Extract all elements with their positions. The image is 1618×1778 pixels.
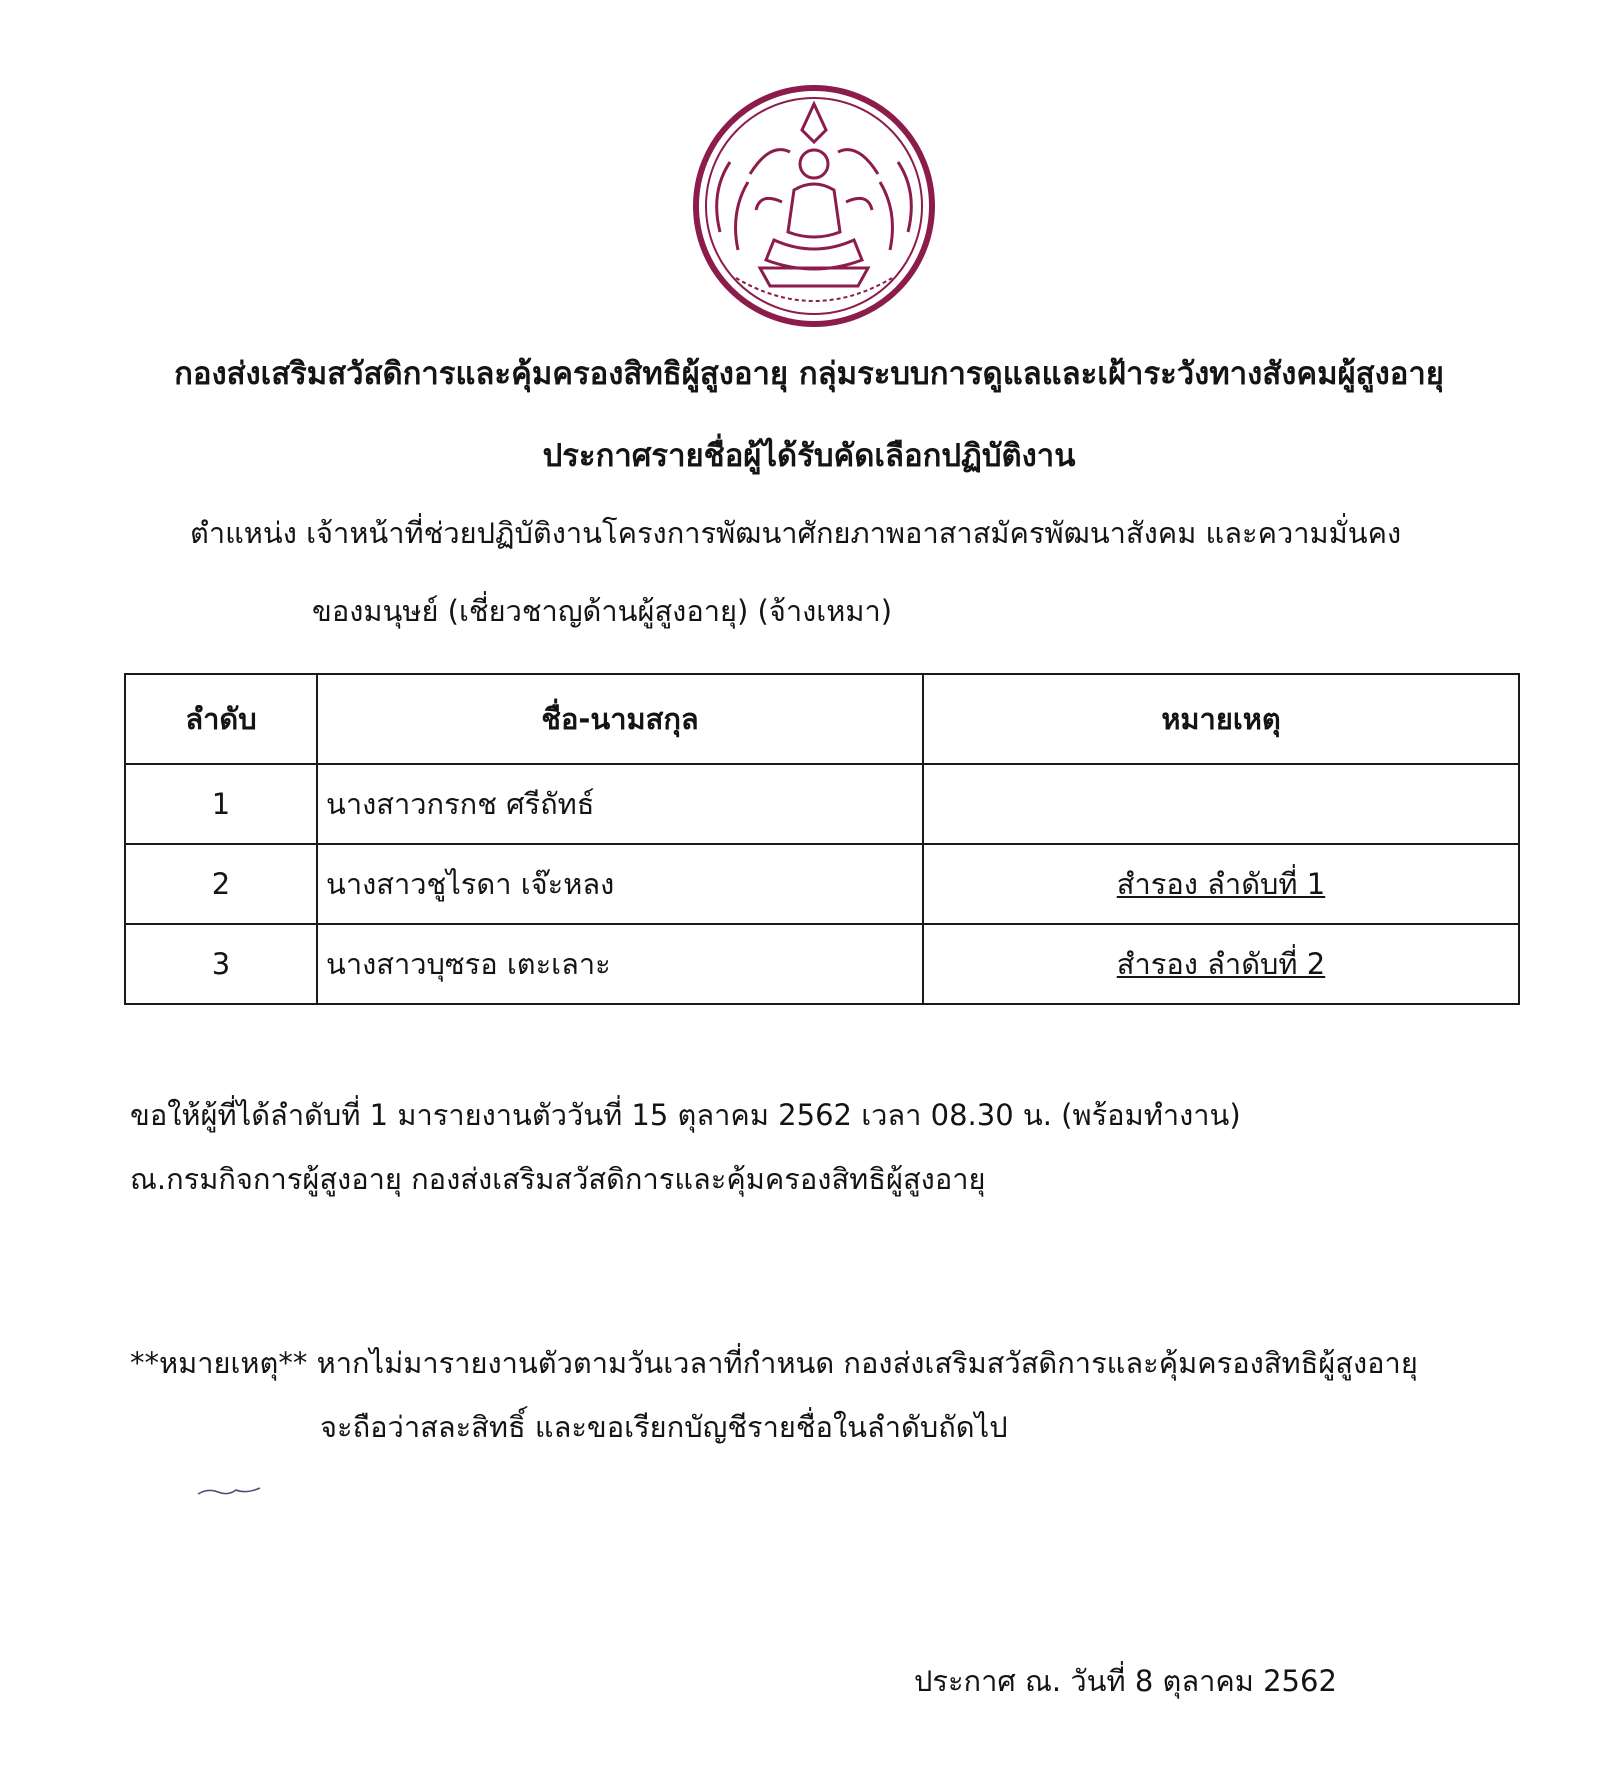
table-row: [125, 844, 1519, 924]
remark-line-1: **หมายเหตุ** หากไม่มารายงานตัวตามวันเวลาที่กำหนด กองส่งเสริมสวัสดิการและคุ้มครองสิทธิผู้สูงอายุ: [130, 1346, 1418, 1380]
header-name: ชื่อ-นามสกุล: [317, 674, 923, 764]
announcement-date: ประกาศ ณ. วันที่ 8 ตุลาคม 2562: [914, 1664, 1337, 1698]
department-seal-icon: [690, 82, 938, 330]
row-index: 2: [125, 844, 317, 924]
position-line-2: ของมนุษย์ (เชี่ยวชาญด้านผู้สูงอายุ) (จ้างเหมา): [312, 594, 893, 628]
row-note: [923, 844, 1519, 924]
header-index: ลำดับ: [125, 674, 317, 764]
header-note: หมายเหตุ: [923, 674, 1519, 764]
signature-mark-icon: [196, 1484, 262, 1498]
row-note: [923, 764, 1519, 844]
selected-candidates-table: [124, 673, 1520, 1005]
row-index: 3: [125, 924, 317, 1004]
report-instruction-line-2: ณ.กรมกิจการผู้สูงอายุ กองส่งเสริมสวัสดิการและคุ้มครองสิทธิผู้สูงอายุ: [130, 1162, 986, 1196]
remark-line-2: จะถือว่าสละสิทธิ์ และขอเรียกบัญชีรายชื่อในลำดับถัดไป: [320, 1410, 1008, 1444]
report-instruction-line-1: ขอให้ผู้ที่ได้ลำดับที่ 1 มารายงานตัววันที่ 15 ตุลาคม 2562 เวลา 08.30 น. (พร้อมทำงาน): [130, 1098, 1241, 1132]
row-name: นางสาวบุซรอ เตะเลาะ: [317, 924, 923, 1004]
table-header-row: [125, 674, 1519, 764]
row-name: นางสาวกรกช ศรีถัทธ์: [317, 764, 923, 844]
row-name: นางสาวชูไรดา เจ๊ะหลง: [317, 844, 923, 924]
row-note-text: สำรอง ลำดับที่ 1: [1116, 867, 1326, 901]
table-row: [125, 764, 1519, 844]
announcement-agency-title: กองส่งเสริมสวัสดิการและคุ้มครองสิทธิผู้สูงอายุ กลุ่มระบบการดูแลและเฝ้าระวังทางสังคมผู้สูงอายุ: [174, 356, 1444, 392]
table-row: [125, 924, 1519, 1004]
row-note: [923, 924, 1519, 1004]
position-line-1: ตำแหน่ง เจ้าหน้าที่ช่วยปฏิบัติงานโครงการพัฒนาศักยภาพอาสาสมัครพัฒนาสังคม และความมั่นคง: [190, 516, 1402, 550]
announcement-title: ประกาศรายชื่อผู้ได้รับคัดเลือกปฏิบัติงาน: [542, 438, 1076, 474]
row-index: 1: [125, 764, 317, 844]
row-note-text: สำรอง ลำดับที่ 2: [1116, 947, 1326, 981]
